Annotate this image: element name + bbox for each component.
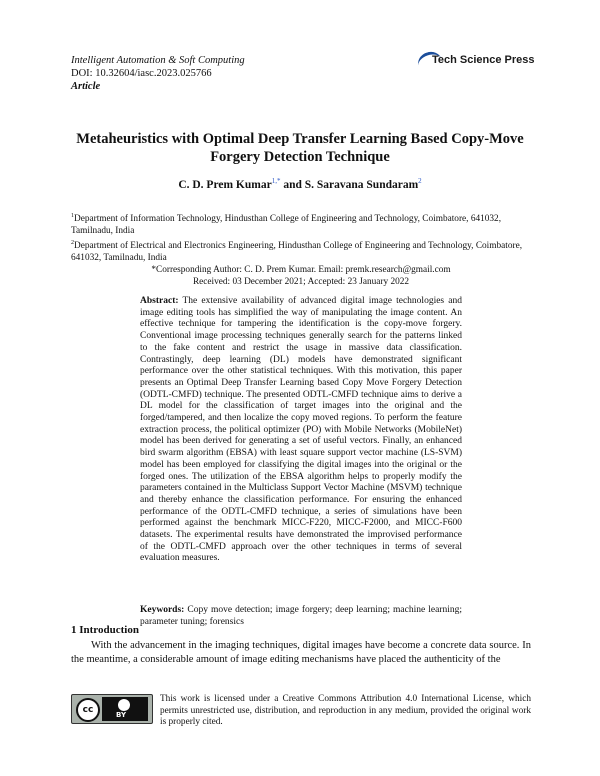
received-accepted-dates: Received: 03 December 2021; Accepted: 23 January 2022 (192, 277, 410, 288)
cc-by-license-badge[interactable] (71, 694, 153, 724)
cc-icon: cc (76, 698, 100, 722)
affil-2-text: Department of Electrical and Electronics Engineering, Hindusthan College of Engineering and Technology, Coimbatore, 641032, Tamilnadu, India (71, 241, 523, 264)
abstract-label: Abstract: (140, 296, 179, 306)
keywords-text: Copy move detection; image forgery; deep learning; machine learning; parameter tuning; forensics (140, 605, 462, 627)
author-list (60, 177, 540, 191)
author-2-affil-link[interactable]: 2 (418, 177, 422, 185)
publisher-logo (418, 50, 534, 72)
keywords (140, 605, 462, 628)
affil-1-marker: 1 (71, 213, 74, 219)
affiliation-1 (71, 210, 531, 237)
keywords-label: Keywords: (140, 605, 185, 615)
section-heading-introduction: 1 Introduction (71, 624, 139, 636)
paper-title (60, 130, 540, 166)
affiliation-2 (71, 237, 531, 264)
by-label: BY (116, 711, 127, 719)
article-type: Article (71, 81, 101, 92)
author-2: S. Saravana Sundaram (304, 178, 419, 191)
license-text: This work is licensed under a Creative Commons Attribution 4.0 International License, which permits unrestricted use, distribution, and reproduction in any medium, provided the original work is properly cited. (160, 694, 531, 727)
affil-2-marker: 2 (71, 240, 74, 247)
title-line-2: Forgery Detection Technique (210, 149, 390, 165)
affiliations (71, 210, 531, 288)
author-1: C. D. Prem Kumar (178, 178, 272, 191)
abstract-text: The extensive availability of advanced digital image technologies and image editing tools has simplified the way of manipulating the image content. An effective technique for tampering the identification is the copy-move forgery. Conventional image processing techniques generally search for the patterns linked to the fake content and restrict the usage in massive data classification. Contrastingly, deep learning (DL) models have demonstrated significant performance over the other statistical techniques. With this motivation, this paper presents an Optimal Deep Transfer Learning based Copy Move Forgery Detection (ODTL-CMFD) technique. The presented ODTL-CMFD technique aims to derive a DL model for the classification of target images into the original and the forged/tampered, and then localize the copy moved regions. To perform the feature extraction process, the political optimizer (PO) with Mobile Networks (MobileNet) model has been derived for generating a set of useful vectors. Finally, an enhanced bird swarm algorithm (EBSA) with least square support vector machine (LS-SVM) model has been employed for classifying the digital images into the original or the forged ones. The utilization of the EBSA algorithm helps to properly modify the parameters contained in the Multiclass Support Vector Machine (MSVM) technique and thereby enhance the classification performance. For ensuring the enhanced performance of the ODTL-CMFD technique, a series of simulations have been performed against the benchmark MICC-F220, MICC-F2000, and MICC-F600 datasets. The experimental results have demonstrated the improvised performance of the ODTL-CMFD approach over the other techniques in terms of several evaluation measures. (140, 296, 462, 564)
author-1-affil-link[interactable]: 1,* (271, 177, 281, 185)
author-conjunction: and (283, 178, 302, 191)
corresponding-author: *Corresponding Author: C. D. Prem Kumar. Email: premk.research@gmail.com (151, 265, 451, 276)
introduction-paragraph: With the advancement in the imaging techniques, digital images have become a concrete data source. In the meantime, a considerable amount of image editing mechanisms have placed the authenticity of the (71, 640, 531, 665)
publisher-name: Tech Science Press (432, 54, 535, 66)
affil-1-text: Department of Information Technology, Hindusthan College of Engineering and Technology, Coimbatore, 641032, Tamilnadu, India (71, 214, 502, 237)
title-line-1: Metaheuristics with Optimal Deep Transfer Learning Based Copy-Move (76, 131, 524, 147)
introduction-body (71, 639, 531, 667)
by-icon (102, 697, 148, 721)
abstract (140, 296, 462, 565)
journal-name: Intelligent Automation & Soft Computing (71, 55, 245, 66)
attribution-person-icon (118, 699, 130, 711)
doi: DOI: 10.32604/iasc.2023.025766 (71, 68, 212, 79)
